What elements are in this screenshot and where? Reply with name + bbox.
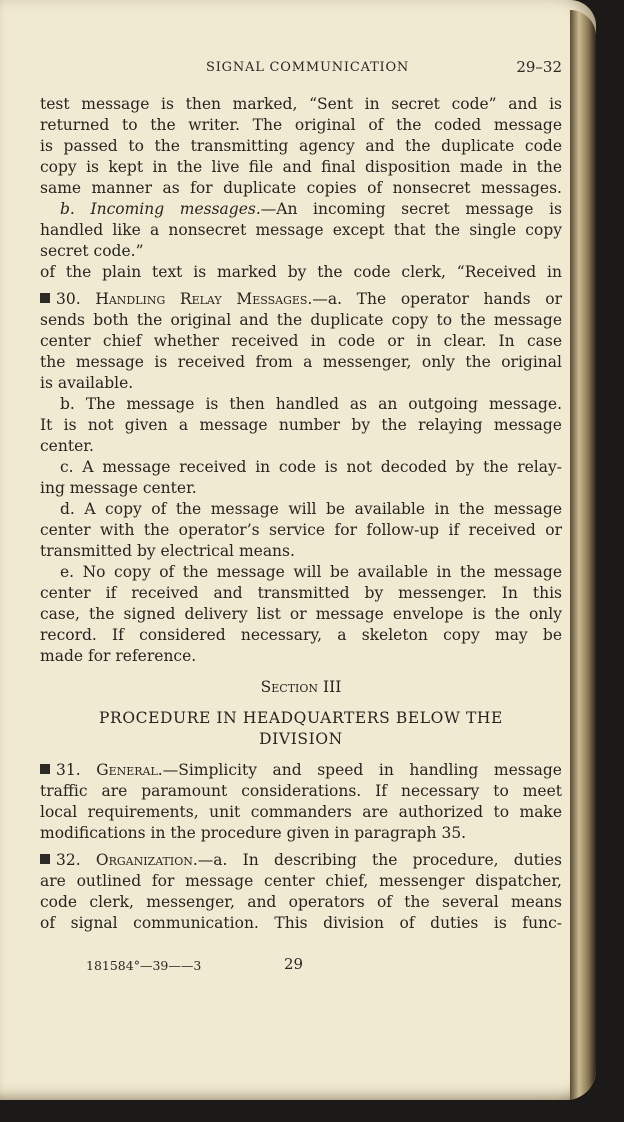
paragraph-number: 30. [56, 290, 81, 308]
text-line: of signal communication. This division of duties is func- [40, 914, 562, 932]
text-line: transmitted by electrical means. [40, 542, 295, 560]
text-line: copy is kept in the live file and final disposition made in the [40, 158, 562, 176]
paragraph-heading: Handling Relay Messages. [95, 290, 313, 308]
text-fragment: —An incoming secret message is [260, 200, 562, 218]
paragraph-31-heading-line [40, 760, 562, 781]
text-fragment: —Simplicity and speed in handling message [162, 761, 562, 779]
text-line: local requirements, unit commanders are authorized to make [40, 803, 562, 821]
page-footer [86, 955, 386, 977]
text-line: the message is received from a messenger, only the original [40, 353, 562, 371]
section-heading: Section III [260, 678, 342, 696]
paragraph-30-heading-line [40, 289, 562, 310]
page-range: 29–32 [516, 58, 562, 76]
text-line: of the plain text is marked by the code clerk, “Received in [40, 263, 562, 281]
text-line: made for reference. [40, 647, 197, 665]
text-fragment: —a. In describing the procedure, duties [197, 851, 562, 869]
text-line: record. If considered necessary, a skeleton copy may be [40, 626, 562, 644]
text-fragment: —a. The operator hands or [312, 290, 562, 308]
text-line: secret code.” [40, 242, 144, 260]
printer-code: 181584°—39——3 [86, 958, 202, 973]
text-line: center chief whether received in code or in clear. In case [40, 332, 562, 350]
subparagraph-title: Incoming messages. [90, 200, 261, 218]
text-line: center with the operator’s service for follow-up if received or [40, 521, 562, 539]
page-edge [570, 10, 596, 1100]
running-header [40, 58, 562, 80]
text-line: e. No copy of the message will be available in the message [60, 563, 562, 581]
text-line: handled like a nonsecret message except that the single copy [40, 221, 562, 239]
text-line: d. A copy of the message will be available in the message [60, 500, 562, 518]
text-line: It is not given a message number by the relaying message [40, 416, 562, 434]
text-line: ing message center. [40, 479, 197, 497]
text-line: center. [40, 437, 94, 455]
text-line: case, the signed delivery list or message envelope is the only [40, 605, 562, 623]
paragraph-heading: General. [96, 761, 163, 779]
text-line: same manner as for duplicate copies of nonsecret messages. [40, 179, 562, 197]
page-number: 29 [284, 955, 304, 973]
text-line: sends both the original and the duplicate copy to the message [40, 311, 562, 329]
text-line: modifications in the procedure given in paragraph 35. [40, 824, 467, 842]
text-line: is available. [40, 374, 134, 392]
chapter-title-line: DIVISION [259, 730, 343, 748]
paragraph-number: 31. [56, 761, 81, 779]
text-line: code clerk, messenger, and operators of the several means [40, 893, 562, 911]
paragraph-number: 32. [56, 851, 81, 869]
paragraph-marker-icon [40, 854, 50, 864]
paragraph-marker-icon [40, 293, 50, 303]
text-line: b. The message is then handled as an outgoing message. [60, 395, 562, 413]
paragraph-32-heading-line [40, 850, 562, 871]
page-body [40, 94, 562, 934]
paragraph-heading: Organization. [95, 851, 198, 869]
text-line: traffic are paramount considerations. If necessary to meet [40, 782, 562, 800]
subparagraph-letter: b. [60, 200, 75, 218]
text-line: center if received and transmitted by messenger. In this [40, 584, 562, 602]
running-title: SIGNAL COMMUNICATION [206, 60, 410, 75]
text-line: is passed to the transmitting agency and the duplicate code [40, 137, 562, 155]
paragraph-b-heading-line [40, 199, 562, 220]
chapter-title-line: PROCEDURE IN HEADQUARTERS BELOW THE [99, 709, 503, 727]
text-line: test message is then marked, “Sent in secret code” and is [40, 95, 562, 113]
text-line: are outlined for message center chief, messenger dispatcher, [40, 872, 562, 890]
text-line: returned to the writer. The original of the coded message [40, 116, 562, 134]
text-line: c. A message received in code is not decoded by the relay- [60, 458, 562, 476]
paragraph-marker-icon [40, 764, 50, 774]
